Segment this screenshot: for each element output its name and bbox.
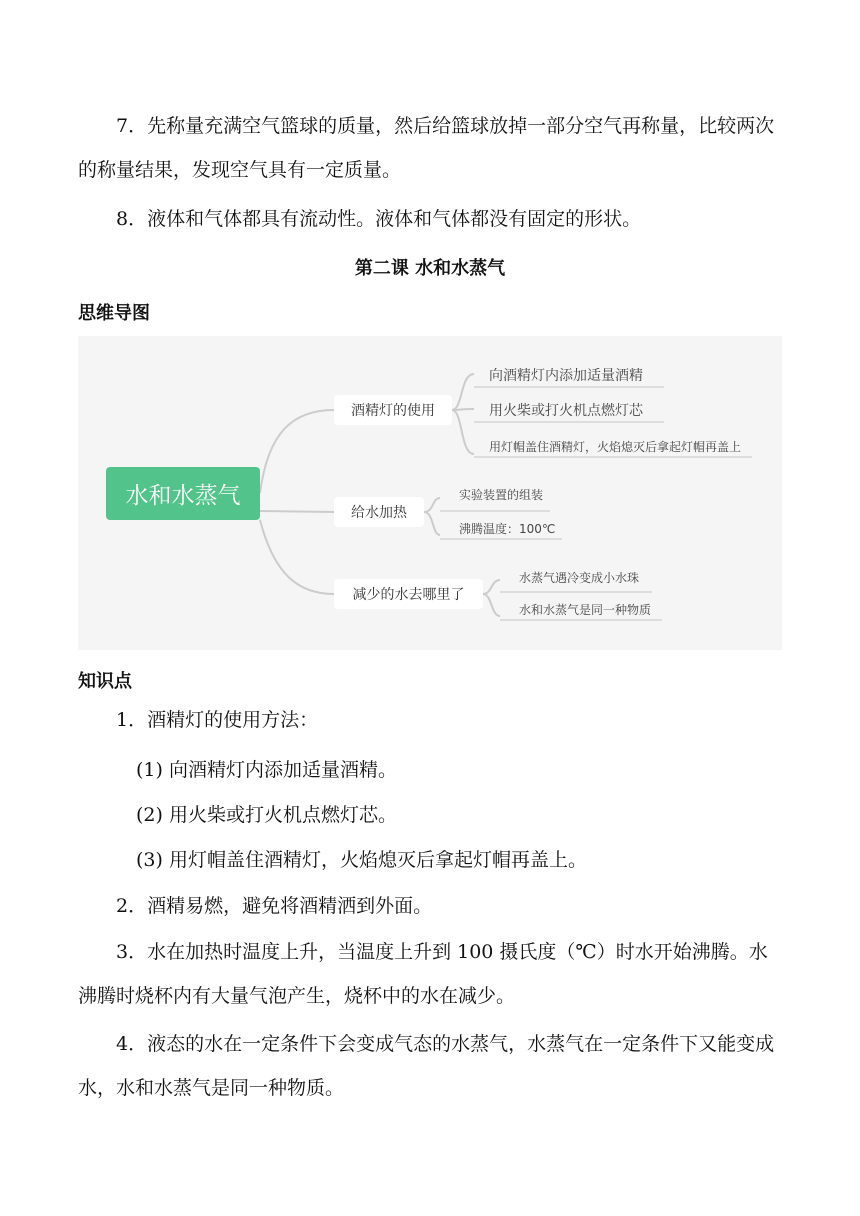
intro-item-7: 7．先称量充满空气篮球的质量，然后给篮球放掉一部分空气再称量，比较两次的称量结果，发现空气具有一定质量。 [78,115,775,181]
mindmap-leaf: 沸腾温度：100℃ [459,522,556,536]
knowledge-item-4: 4．液态的水在一定条件下会变成气态的水蒸气，水蒸气在一定条件下又能变成水，水和水蒸气是同一种物质。 [78,1033,775,1099]
mindmap-leaf: 向酒精灯内添加适量酒精 [489,368,643,384]
mindmap-leaf: 实验装置的组装 [459,488,544,502]
mindmap-heading: 思维导图 [78,303,150,324]
intro-item-8: 8．液体和气体都具有流动性。液体和气体都没有固定的形状。 [116,208,642,230]
mindmap-root: 水和水蒸气 [106,467,260,520]
knowledge-item-1: 1．酒精灯的使用方法： [116,709,319,731]
knowledge-heading: 知识点 [78,671,132,692]
mindmap-branch-alcohol-lamp: 酒精灯的使用 [334,395,452,425]
mindmap-branch-where-water-went: 减少的水去哪里了 [334,579,483,609]
knowledge-item-2: 2．酒精易燃，避免将酒精洒到外面。 [116,895,433,917]
knowledge-step-3: (3) 用灯帽盖住酒精灯，火焰熄灭后拿起灯帽再盖上。 [136,849,587,871]
knowledge-step-2: (2) 用火柴或打火机点燃灯芯。 [136,804,397,826]
knowledge-item-3: 3．水在加热时温度上升，当温度上升到 100 摄氏度（℃）时水开始沸腾。水沸腾时烧杯内有大量气泡产生，烧杯中的水在减少。 [78,941,768,1007]
mindmap-leaf: 水蒸气遇冷变成小水珠 [519,571,640,585]
mindmap-leaf: 用灯帽盖住酒精灯，火焰熄灭后拿起灯帽再盖上 [489,440,742,454]
knowledge-step-1: (1) 向酒精灯内添加适量酒精。 [136,759,397,781]
lesson-title: 第二课 水和水蒸气 [354,258,506,279]
mindmap-leaf: 用火柴或打火机点燃灯芯 [489,403,643,419]
mind-map [78,336,782,650]
mindmap-leaf: 水和水蒸气是同一种物质 [519,603,652,617]
mindmap-branch-heating-water: 给水加热 [334,497,424,527]
